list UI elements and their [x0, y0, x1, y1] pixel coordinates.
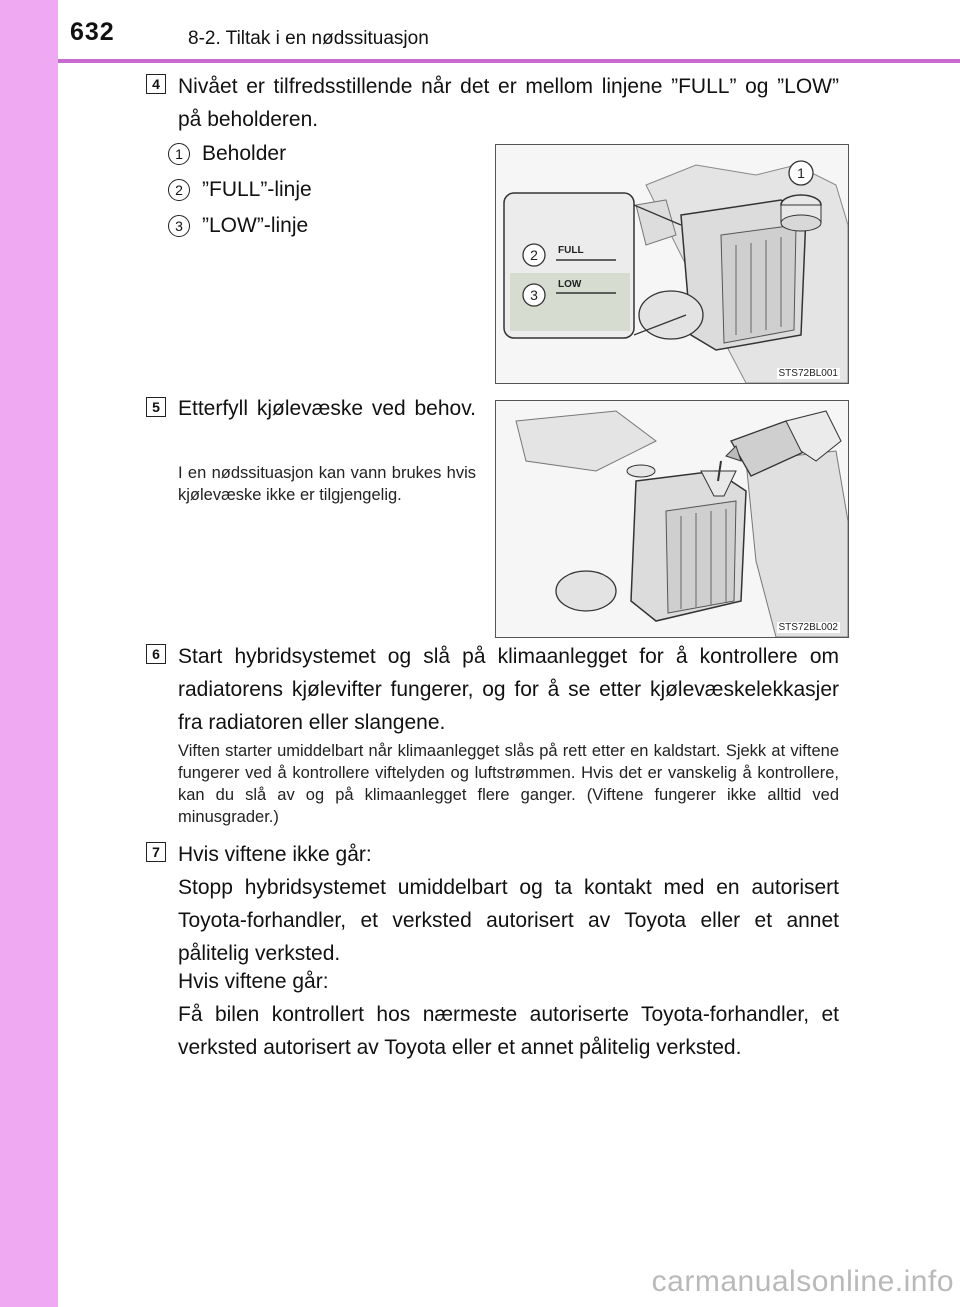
- callout-number-3: 3: [168, 215, 190, 237]
- coolant-refill-figure: [495, 400, 849, 638]
- callout-label-2: ”FULL”-linje: [202, 178, 312, 201]
- figure-callout-3: 3: [530, 287, 538, 303]
- full-line-label: FULL: [558, 245, 584, 256]
- refill-illustration: [496, 401, 848, 637]
- step-5-note: I en nødssituasjon kan vann brukes hvis kjølevæske ikke er tilgjengelig.: [178, 464, 476, 504]
- step-7-text-1: Stopp hybridsystemet umiddelbart og ta kontakt med en autorisert Toyota-forhandler, et verksted autorisert av Toyota eller et annet pålitelig verksted.: [178, 876, 839, 965]
- step-6-text: Start hybridsystemet og slå på klimaanlegget for å kontrollere om radiatorens kjølevifter fungerer, og for å se etter kjølevæskelekkasjer fra radiatoren eller slangene.: [178, 645, 839, 734]
- callout-number-2: 2: [168, 179, 190, 201]
- callout-container: [168, 214, 308, 238]
- callout-container: [168, 178, 312, 202]
- step-4-text: Nivået er tilfredsstillende når det er mellom linjene ”FULL” og ”LOW” på beholderen.: [178, 75, 839, 131]
- step-7-heading-1: Hvis viftene ikke går:: [178, 843, 372, 866]
- low-line-label: LOW: [558, 279, 582, 290]
- callout-label-1: Beholder: [202, 142, 287, 165]
- header-rule: [58, 59, 960, 63]
- figure-code: STS72BL002: [778, 622, 838, 633]
- section-title: 8-2. Tiltak i en nødssituasjon: [188, 28, 429, 49]
- step-5-text: Etterfyll kjølevæske ved behov.: [178, 397, 476, 420]
- page-number: 632: [70, 18, 115, 46]
- coolant-reservoir-figure: [495, 144, 849, 384]
- reservoir-illustration: [496, 145, 848, 383]
- step-6-note: Viften starter umiddelbart når klimaanlegget slås på rett etter en kaldstart. Sjekk at viftene fungerer ved å kontrollere viftelyden og luftstrømmen. Hvis det er vanskelig å kontrollere, kan du slå av og på klimaanlegget flere ganger. (Viftene fungerer ikke alltid ved minusgrader.): [178, 742, 839, 826]
- callout-label-3: ”LOW”-linje: [202, 214, 309, 237]
- callout-number-1: 1: [168, 143, 190, 165]
- step-7-text-2: Få bilen kontrollert hos nærmeste autoriserte Toyota-forhandler, et verksted autorisert av Toyota eller et annet pålitelig verksted.: [178, 1003, 839, 1059]
- figure-callout-1: 1: [797, 165, 805, 181]
- step-6-marker: 6: [146, 644, 166, 664]
- callout-container: [168, 142, 286, 166]
- figure-code: STS72BL001: [778, 368, 838, 379]
- watermark: carmanualsonline.info: [651, 1265, 954, 1298]
- figure-callout-2: 2: [530, 247, 538, 263]
- step-5-marker: 5: [146, 397, 166, 417]
- step-4-marker: 4: [146, 74, 166, 94]
- step-7-heading-2: Hvis viftene går:: [178, 970, 329, 993]
- step-7-marker: 7: [146, 842, 166, 862]
